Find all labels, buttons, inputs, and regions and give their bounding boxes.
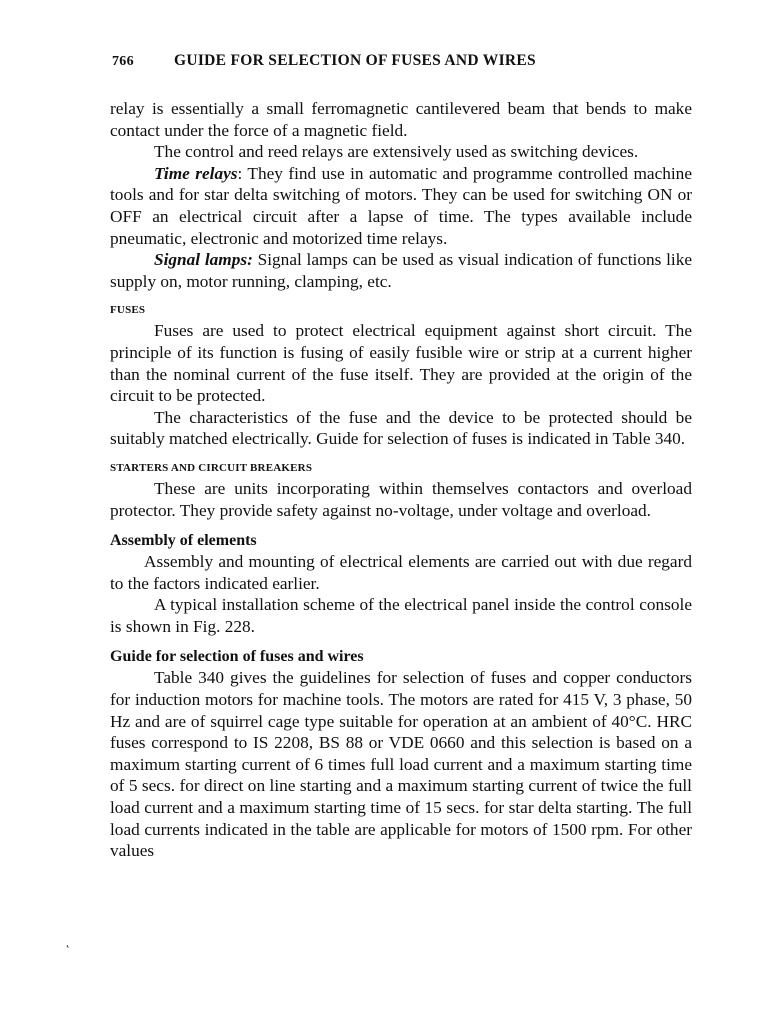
section-heading-starters: STARTERS AND CIRCUIT BREAKERS <box>110 461 313 474</box>
run-in-heading-time-relays: Time relays <box>154 163 238 183</box>
section-heading-guide: Guide for selection of fuses and wires <box>110 648 364 666</box>
paragraph-text: : They find use in automatic and programme controlled machine tools and for star delta switching of motors. They can be used for switching ON or OFF an electrical circuit after a lapse of time. The types available include pneumatic, electronic and motorized time relays. <box>110 163 692 248</box>
paragraph: A typical installation scheme of the electrical panel inside the control console is shown in Fig. 228. <box>110 595 692 636</box>
paragraph: These are units incorporating within themselves contactors and overload protector. They provide safety against no-voltage, under voltage and overload. <box>110 478 692 520</box>
paragraph: Assembly and mounting of electrical elements are carried out with due regard to the factors indicated earlier. <box>110 552 692 593</box>
paragraph: The characteristics of the fuse and the device to be protected should be suitably matched electrically. Guide for selection of fuses is indicated in Table 340. <box>110 407 692 449</box>
paragraph-signal-lamps <box>110 249 692 292</box>
page-number: 766 <box>112 54 134 69</box>
body-text <box>110 98 692 862</box>
margin-mark: ˛ <box>66 934 70 948</box>
running-head <box>112 52 692 70</box>
paragraph: The control and reed relays are extensively used as switching devices. <box>154 142 639 162</box>
section-heading-assembly: Assembly of elements <box>110 532 257 550</box>
paragraph: Table 340 gives the guidelines for selection of fuses and copper conductors for induction motors for machine tools. The motors are rated for 415 V, 3 phase, 50 Hz and are of squirrel cage type suitable for operation at an ambient of 40°C. HRC fuses correspond to IS 2208, BS 88 or VDE 0660 and this selection is based on a maximum starting current of 6 times full load current and a maximum starting time of 5 secs. for direct on line starting and a maximum starting current of twice the full load current and a maximum starting time of 15 secs. for star delta starting. The full load currents indicated in the table are applicable for motors of 1500 rpm. For other values <box>110 668 692 861</box>
running-title: GUIDE FOR SELECTION OF FUSES AND WIRES <box>174 52 536 69</box>
paragraph: relay is essentially a small ferromagnetic cantilevered beam that bends to make contact under the force of a magnetic field. <box>110 99 692 140</box>
run-in-heading-signal-lamps: Signal lamps: <box>154 250 253 270</box>
section-heading-fuses: FUSES <box>110 304 146 317</box>
paragraph: Fuses are used to protect electrical equipment against short circuit. The principle of its function is fusing of easily fusible wire or strip at a current higher than the nominal current of the fuse itself. They are provided at the origin of the circuit to be protected. <box>110 321 692 406</box>
paragraph-text: Signal lamps can be used as visual indication of functions like supply on, motor running, clamping, etc. <box>110 250 693 291</box>
paragraph-time-relays <box>110 163 692 249</box>
